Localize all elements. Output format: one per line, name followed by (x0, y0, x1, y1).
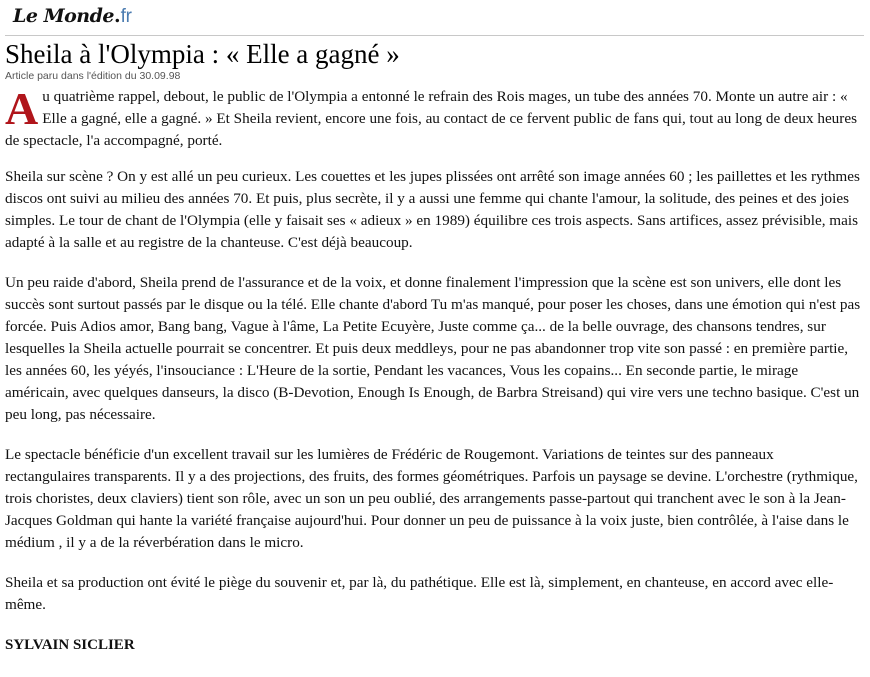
article-title: Sheila à l'Olympia : « Elle a gagné » (5, 39, 400, 69)
logo-wordmark: Le Monde (13, 5, 114, 27)
article-paragraph-5: Sheila et sa production ont évité le piège du souvenir et, par là, du pathétique. Elle est là, simplement, en chanteuse, en accord avec elle-même. (5, 574, 834, 613)
le-monde-logo[interactable] (13, 5, 132, 29)
paragraph-1-text: u quatrième rappel, debout, le public de l'Olympia a entonné le refrain des Rois mages, un tube des années 70. Monte un autre air : « Elle a gagné, elle a gagné. » Et Sheila revient, encore une fois, au contact de ce fervent public de fans qui, tout au long de deux heures de spectacle, l'a accompagné, porté. (5, 88, 857, 149)
article-paragraph-1 (5, 83, 862, 152)
article-paragraph-3: Un peu raide d'abord, Sheila prend de l'assurance et de la voix, et donne finalement l'impression que la scène est son univers, elle dont les succès sont surtout passés par le disque ou la télé. Elle chante d'abord Tu m'as manqué, pour poser les choses, dans une émotion qui n'est pas forcée. Puis Adios amor, Bang bang, Vague à l'âme, La Petite Ecuyère, Juste comme ça... de la belle ouvrage, des chansons tendres, sur lesquelles la Sheila actuelle pourrait se concentrer. Et puis deux meddleys, pour ne pas abandonner trop vite son passé : en première partie, les années 60, les yéyés, l'insouciance : L'Heure de la sortie, Pendant les vacances, Vous les copains... En seconde partie, le mirage américain, avec quelques danseurs, la disco (B-Devotion, Enough Is Enough, de Barbra Streisand) qui vire vers une techno basique. C'est un peu long, pas nécessaire. (5, 274, 861, 423)
article-author: SYLVAIN SICLIER (5, 637, 135, 653)
edition-date: Article paru dans l'édition du 30.09.98 (5, 70, 181, 82)
article-paragraph-4: Le spectacle bénéficie d'un excellent travail sur les lumières de Frédéric de Rougemont. Variations de teintes sur des panneaux rectangulaires transparents. Il y a des projections, des fruits, des formes géométriques. Parfois un paysage se devine. L'orchestre (rythmique, trois choristes, deux claviers) tient son rôle, avec un son un peu oublié, des arrangements passe-partout qui tranchent avec le son à la Jean-Jacques Goldman qui hante la variété française aujourd'hui. Pour donner un peu de puissance à la voix juste, bien contrôlée, à l'aise dans le médium , il y a de la réverbération dans le micro. (5, 446, 858, 551)
drop-cap: A (5, 83, 39, 134)
article-paragraph-2: Sheila sur scène ? On y est allé un peu curieux. Les couettes et les jupes plissées ont arrêté son image années 60 ; les paillettes et les rythmes discos ont suivi au milieu des années 70. Et puis, plus secrète, il y a aussi une femme qui chante l'amour, la solitude, des peines et des joies simples. Le tour de chant de l'Olympia (elle y faisait ses « adieux » en 1989) équilibre ces trois aspects. Sans artifices, assez prévisible, mais adapté à la salle et au registre de la chanteuse. C'est déjà beaucoup. (5, 168, 860, 251)
logo-dot: . (113, 5, 121, 27)
site-header (0, 0, 870, 37)
header-divider (5, 35, 864, 36)
logo-suffix: fr (120, 6, 132, 27)
article (5, 38, 862, 656)
